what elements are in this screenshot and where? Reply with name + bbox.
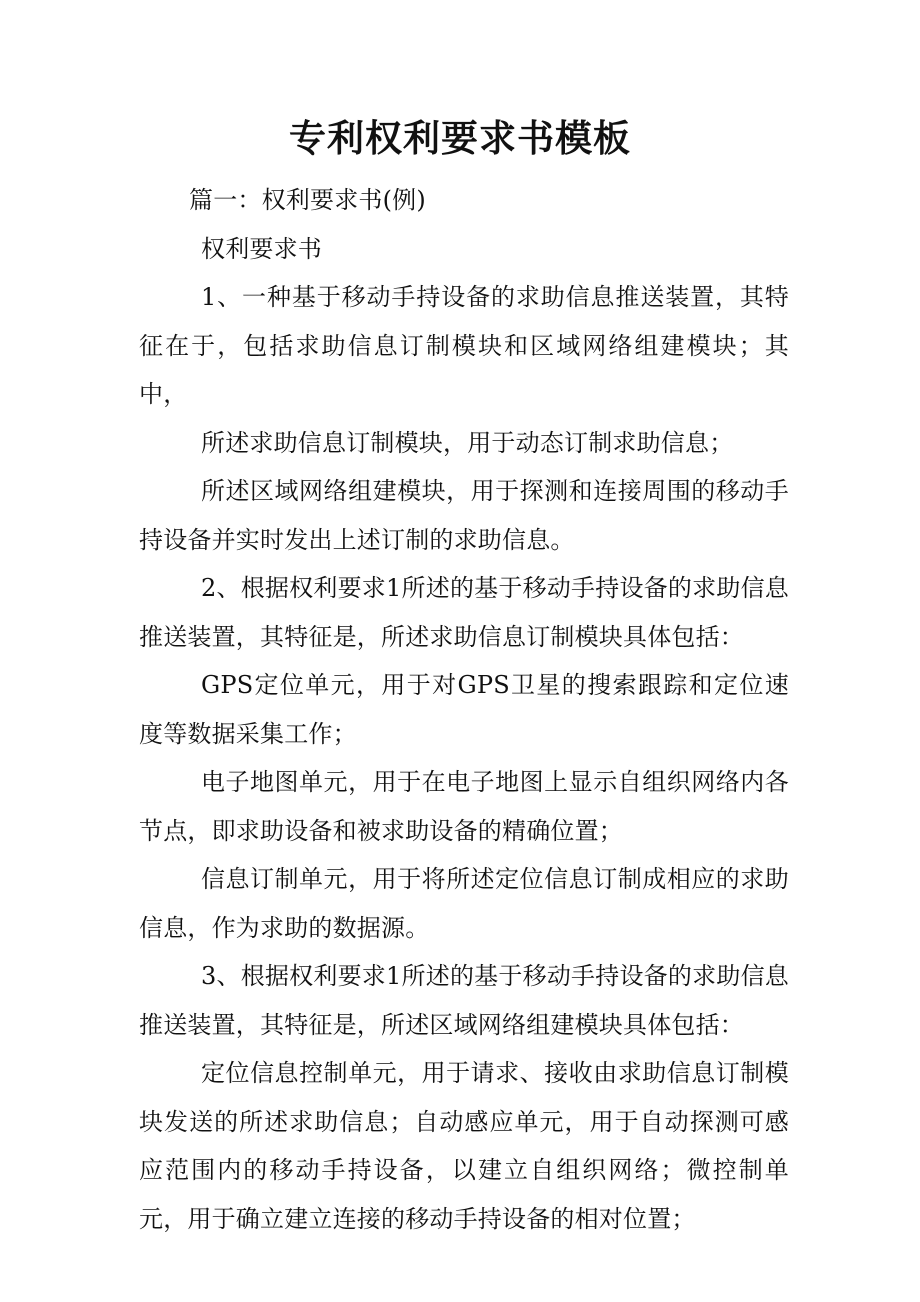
sub-heading: 权利要求书 bbox=[201, 234, 322, 263]
claim-paragraph: 定位信息控制单元，用于请求、接收由求助信息订制模块发送的所述求助信息；自动感应单元，用于自动探测可感应范围内的移动手持设备，以建立自组织网络；微控制单元，用于确立建立连接的移动手持设备的相对位置； bbox=[139, 1059, 789, 1233]
claim-paragraph: 1、一种基于移动手持设备的求助信息推送装置，其特征在于，包括求助信息订制模块和区域网络组建模块；其中， bbox=[139, 283, 789, 408]
claim-paragraph: 3、根据权利要求1所述的基于移动手持设备的求助信息推送装置，其特征是，所述区域网络组建模块具体包括： bbox=[139, 962, 789, 1039]
claim-paragraph: 电子地图单元，用于在电子地图上显示自组织网络内各节点，即求助设备和被求助设备的精确位置； bbox=[139, 768, 789, 845]
document-title: 专利权利要求书模板 bbox=[289, 116, 631, 160]
claim-paragraph: GPS定位单元，用于对GPS卫星的搜索跟踪和定位速度等数据采集工作； bbox=[139, 671, 789, 748]
document-body bbox=[139, 176, 789, 1243]
claim-paragraph: 2、根据权利要求1所述的基于移动手持设备的求助信息推送装置，其特征是，所述求助信息订制模块具体包括： bbox=[139, 574, 789, 651]
claim-paragraph: 所述求助信息订制模块，用于动态订制求助信息； bbox=[201, 428, 734, 457]
claim-paragraph: 信息订制单元，用于将所述定位信息订制成相应的求助信息，作为求助的数据源。 bbox=[139, 865, 789, 942]
claim-paragraph: 所述区域网络组建模块，用于探测和连接周围的移动手持设备并实时发出上述订制的求助信息。 bbox=[139, 477, 789, 554]
section-heading: 篇一：权利要求书(例) bbox=[189, 186, 426, 214]
